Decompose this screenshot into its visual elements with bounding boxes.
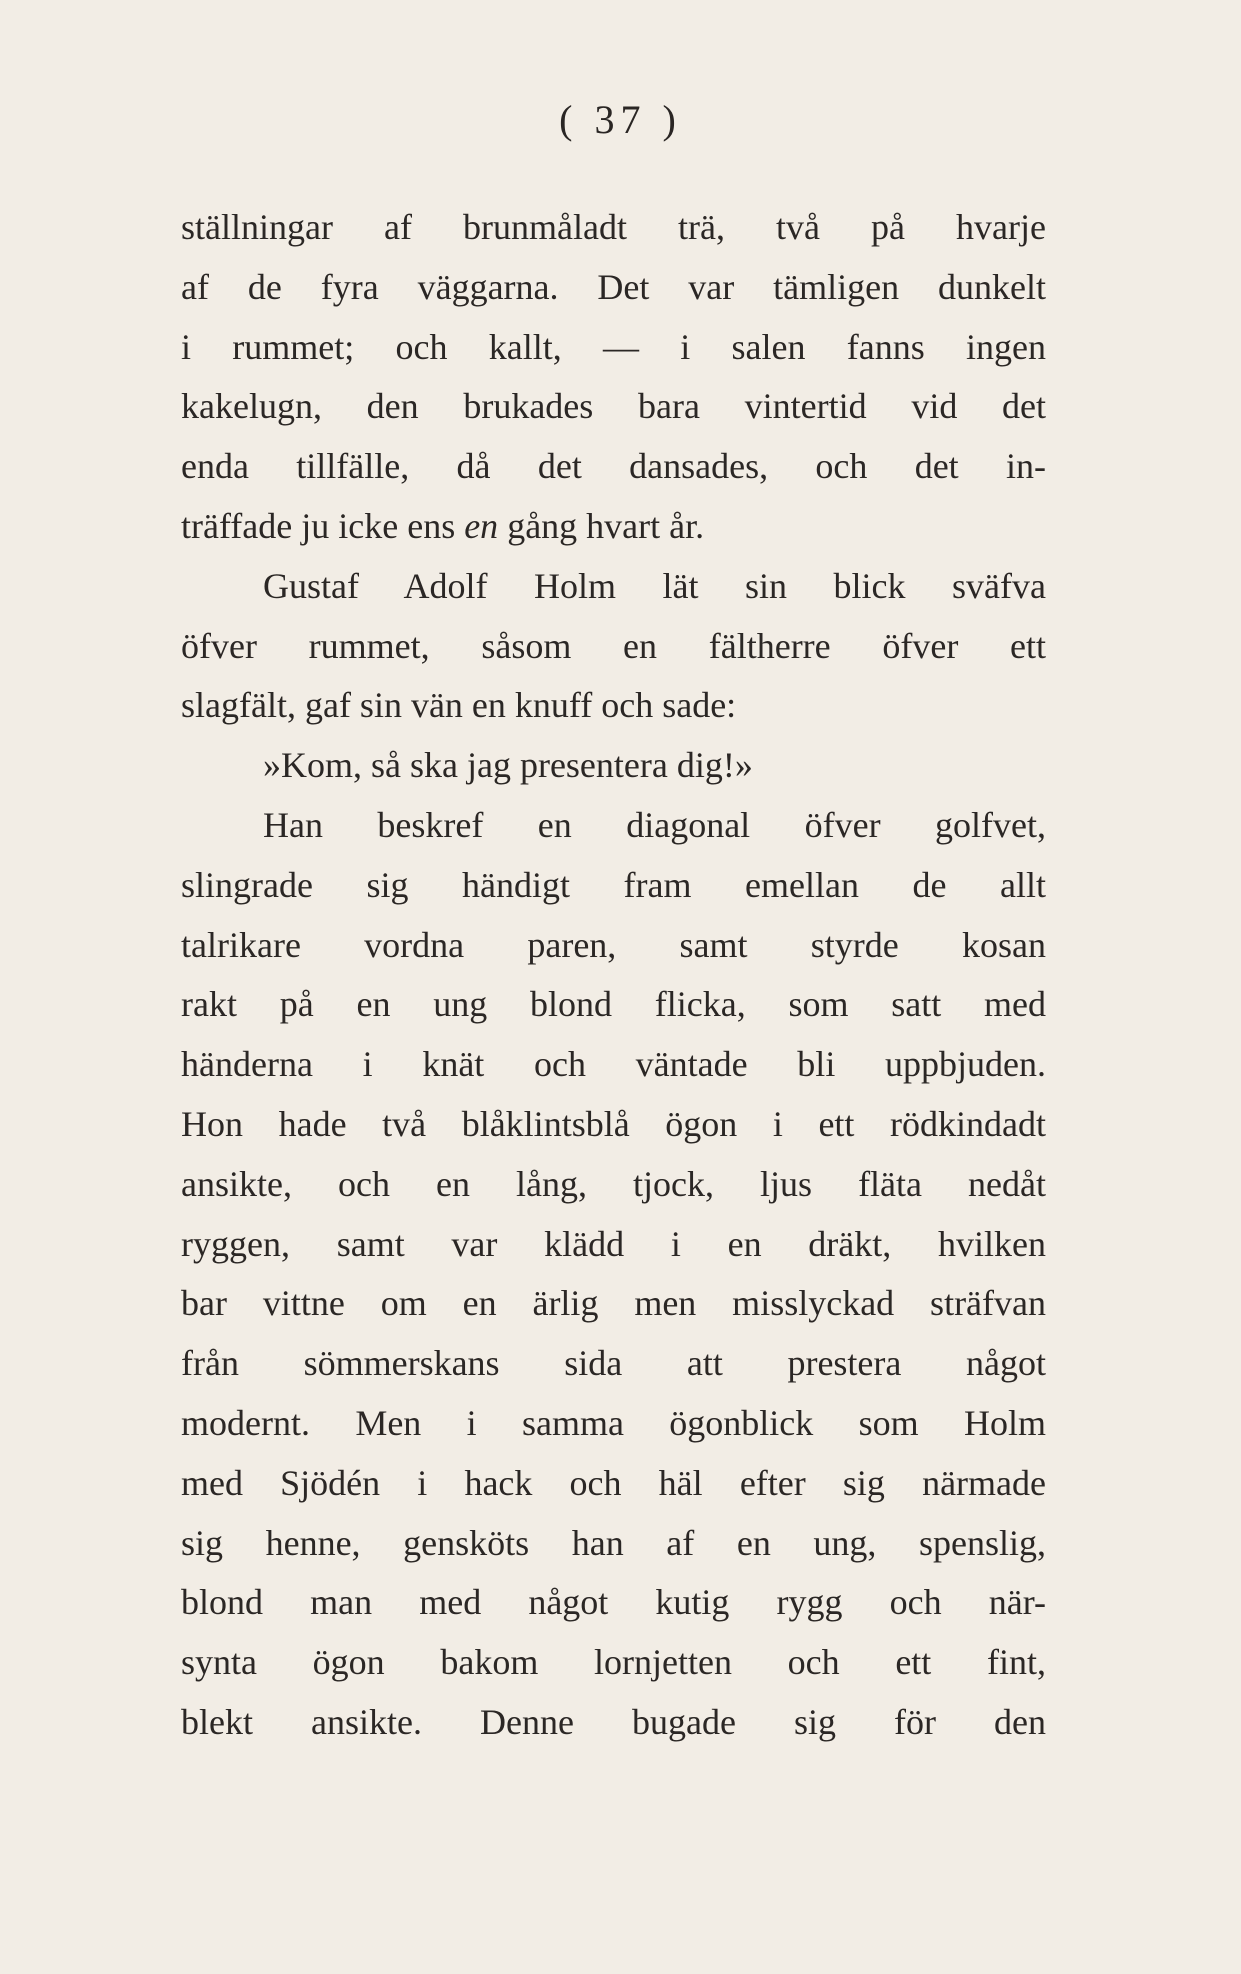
text-line: med Sjödén i hack och häl efter sig närmade (181, 1462, 1046, 1503)
text-line: öfver rummet, såsom en fältherre öfver ett (181, 625, 1046, 666)
body-text (181, 198, 1046, 1753)
text-line: blekt ansikte. Denne bugade sig för den (181, 1701, 1046, 1742)
text-line: ryggen, samt var klädd i en dräkt, hvilken (181, 1223, 1046, 1264)
text-line: talrikare vordna paren, samt styrde kosan (181, 924, 1046, 965)
text-line: modernt. Men i samma ögonblick som Holm (181, 1402, 1046, 1443)
text-line: från sömmerskans sida att prestera något (181, 1343, 1046, 1384)
text-line: af de fyra väggarna. Det var tämligen dunkelt (181, 266, 1046, 307)
text-line: ställningar af brunmåladt trä, två på hvarje (181, 207, 1046, 247)
text-line: ansikte, och en lång, tjock, ljus fläta nedåt (181, 1163, 1046, 1204)
text-line: Gustaf Adolf Holm lät sin blick sväfva (263, 565, 1046, 606)
text-line: bar vittne om en ärlig men misslyckad sträfvan (181, 1283, 1046, 1324)
dialogue-line: »Kom, så ska jag presentera dig!» (263, 745, 753, 786)
emphasized-word: en (464, 505, 499, 546)
text-line: kakelugn, den brukades bara vintertid vid det (181, 386, 1046, 427)
text-line: blond man med något kutig rygg och när- (181, 1582, 1046, 1623)
text-line: slingrade sig händigt fram emellan de allt (181, 864, 1046, 905)
text-line: synta ögon bakom lornjetten och ett fint, (181, 1642, 1046, 1683)
text-line: slagfält, gaf sin vän en knuff och sade: (181, 685, 737, 726)
text-segment: träffade ju icke ens (181, 505, 465, 546)
text-line (181, 497, 1046, 557)
text-line: rakt på en ung blond flicka, som satt med (181, 984, 1046, 1025)
text-line: händerna i knät och väntade bli uppbjuden. (181, 1044, 1046, 1085)
text-line: i rummet; och kallt, — i salen fanns ingen (181, 326, 1046, 367)
text-line: Han beskref en diagonal öfver golfvet, (263, 804, 1046, 845)
text-line: Hon hade två blåklintsblå ögon i ett rödkindadt (181, 1103, 1046, 1144)
text-segment: gång hvart år. (498, 505, 705, 546)
page-number: ( 37 ) (559, 97, 682, 142)
text-line: enda tillfälle, då det dansades, och det in- (181, 446, 1046, 487)
text-line: sig henne, gensköts han af en ung, spenslig, (181, 1522, 1046, 1563)
